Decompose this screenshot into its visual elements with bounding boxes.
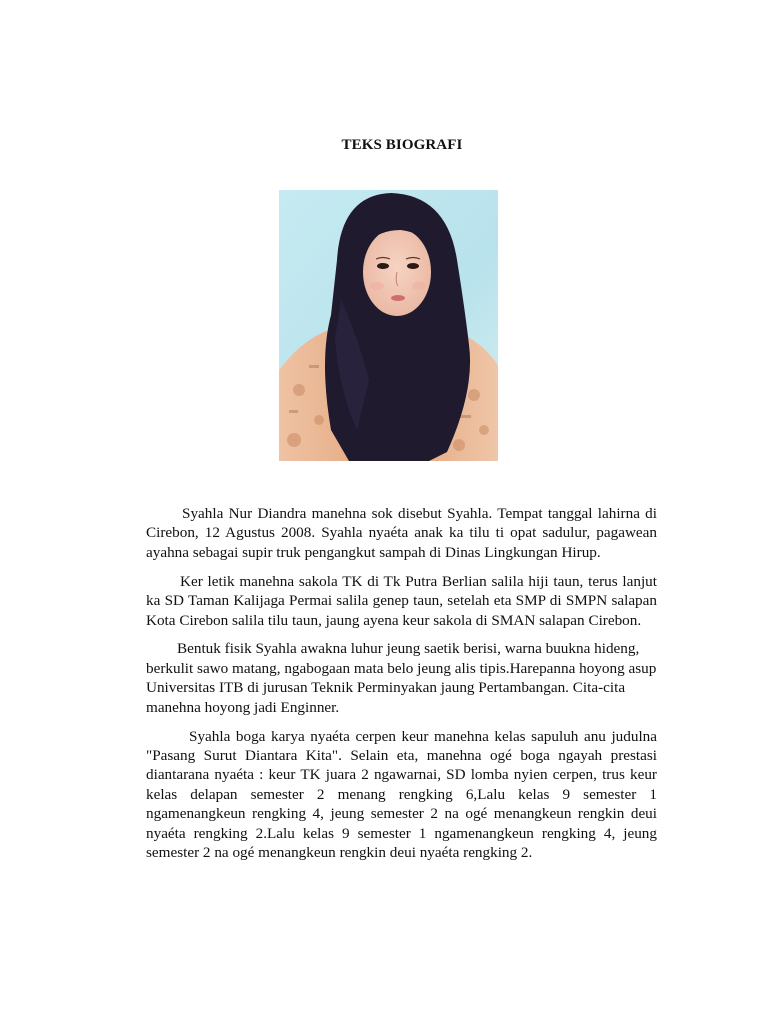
biography-body <box>146 504 657 872</box>
paragraph-1: Syahla Nur Diandra manehna sok disebut Syahla. Tempat tanggal lahirna di Cirebon, 12 Agustus 2008. Syahla nyaéta anak ka tilu ti opat sadulur, pagawean ayahna sebagai supir truk pengangkut sampah di Dinas Lingkungan Hirup. <box>146 505 657 561</box>
paragraph-4: Syahla boga karya nyaéta cerpen keur manehna kelas sapuluh anu judulna "Pasang Surut Diantara Kita". Selain eta, manehna ogé boga ngayah prestasi diantarana nyaéta : keur TK juara 2 ngawarnai, SD lomba nyien cerpen, trus keur kelas delapan semester 2 menang rengking 6,Lalu kelas 9 semester 1 ngamenangkeun rengking 4, jeung semester 2 na ogé menangkeun rengkin deui nyaéta rengking 2.Lalu kelas 9 semester 1 ngamenangkeun rengking 4, jeung semester 2 na ogé menangkeun rengkin deui nyaéta rengking 2. <box>146 727 657 861</box>
paragraph-2: Ker letik manehna sakola TK di Tk Putra Berlian salila hiji taun, terus lanjut ka SD Taman Kalijaga Permai salila genep taun, setelah eta SMP di SMPN salapan Kota Cirebon salila tilu taun, jaung ayena keur sakola di SMAN salapan Cirebon. <box>146 572 657 629</box>
document-title: TEKS BIOGRAFI <box>341 137 463 153</box>
paragraph-3: Bentuk fisik Syahla awakna luhur jeung saetik berisi, warna buukna hideng, berkulit sawo matang, ngabogaan mata belo jeung alis tipis.Harepanna hoyong asup Universitas ITB di jurusan Teknik Perminyakan jaung Pertambangan. Cita-cita manehna hoyong jadi Enginner. <box>146 640 657 716</box>
portrait-photo <box>279 190 498 461</box>
